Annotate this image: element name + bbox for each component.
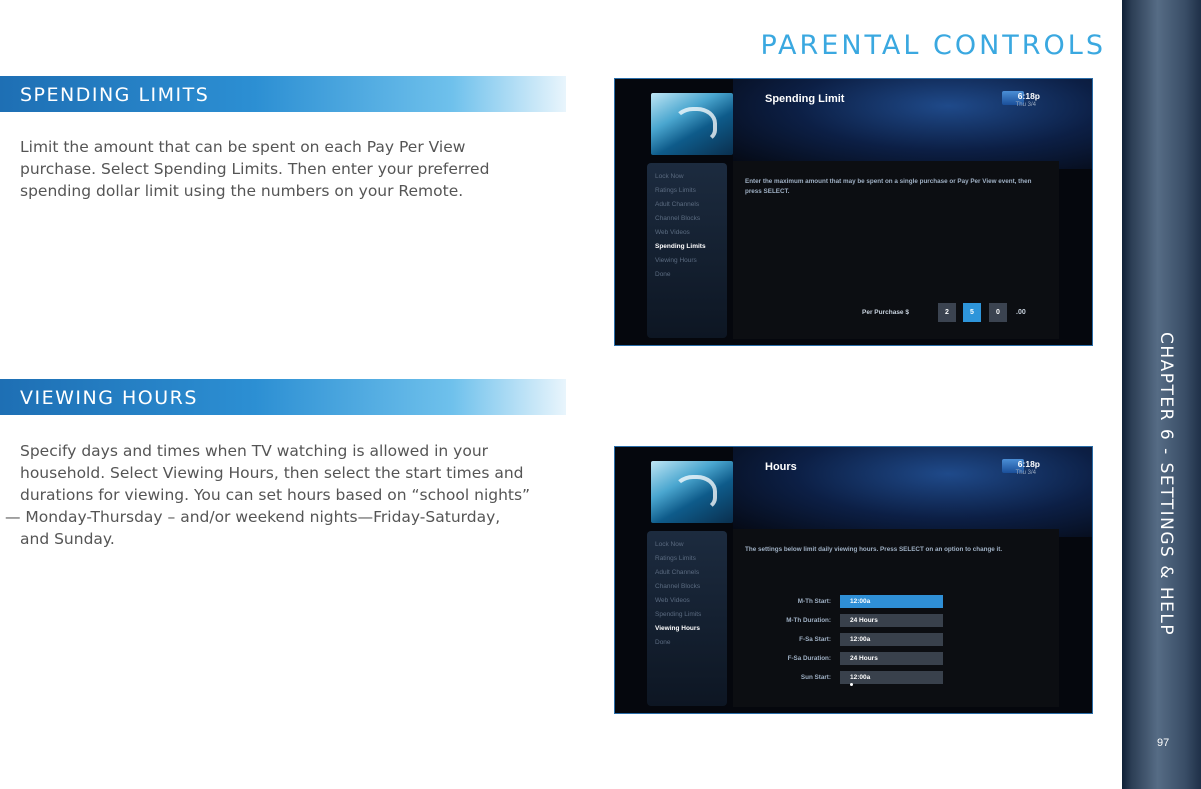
digit-box: 2: [938, 303, 956, 322]
viewing-line-4: — Monday-Thursday – and/or weekend nights—Friday-Saturday,: [5, 508, 501, 526]
screen-clock: 6:18p: [1017, 91, 1040, 101]
menu-item-spending-limits: Spending Limits: [655, 611, 702, 618]
wave-thumbnail: [651, 461, 733, 523]
more-options-indicator: [850, 683, 853, 686]
spending-limit-screenshot: [614, 78, 1093, 346]
screen-instructions: Enter the maximum amount that may be spent on a single purchase or Pay Per View event, then press SELECT.: [745, 178, 1032, 195]
spending-limits-heading: SPENDING LIMITS: [20, 84, 210, 106]
setting-label: Sun Start:: [800, 674, 831, 681]
setting-label: F-Sa Duration:: [787, 655, 831, 662]
viewing-line-3: durations for viewing. You can set hours based on “school nights”: [20, 486, 531, 504]
digit-box: 0: [989, 303, 1007, 322]
setting-value: 12:00a: [840, 633, 943, 646]
menu-item-channel-blocks: Channel Blocks: [655, 583, 701, 590]
menu-item-done: Done: [655, 639, 671, 646]
menu-item-done: Done: [655, 271, 671, 278]
viewing-line-2: household. Select Viewing Hours, then select the start times and: [20, 464, 524, 482]
screen-instructions: The settings below limit daily viewing hours. Press SELECT on an option to change it.: [745, 546, 1003, 553]
menu-item-web-videos: Web Videos: [655, 229, 690, 236]
page-number: 97: [1157, 737, 1170, 749]
screen-date: Thu 3/4: [1015, 470, 1036, 476]
per-purchase-label: Per Purchase $: [862, 309, 909, 316]
setting-label: M-Th Start:: [797, 598, 831, 605]
menu-item-ratings-limits: Ratings Limits: [655, 555, 696, 562]
setting-value-selected: 12:00a: [840, 595, 943, 608]
chapter-label: CHAPTER 6 - SETTINGS & HELP: [1156, 332, 1176, 637]
page-title: PARENTAL CONTROLS: [760, 30, 1106, 61]
menu-item-lock-now: Lock Now: [655, 173, 684, 180]
menu-item-spending-limits: Spending Limits: [655, 243, 706, 250]
menu-item-web-videos: Web Videos: [655, 597, 690, 604]
menu-item-viewing-hours: Viewing Hours: [655, 625, 701, 632]
viewing-hours-text: [5, 440, 560, 550]
menu-item-channel-blocks: Channel Blocks: [655, 215, 701, 222]
cents-label: .00: [1016, 309, 1026, 316]
screen-date: Thu 3/4: [1015, 102, 1036, 108]
menu-item-adult-channels: Adult Channels: [655, 201, 700, 208]
digit-box-selected: 5: [963, 303, 981, 322]
menu-item-adult-channels: Adult Channels: [655, 569, 700, 576]
setting-label: M-Th Duration:: [786, 617, 831, 624]
setting-value: 24 Hours: [840, 614, 943, 627]
screen-clock: 6:18p: [1017, 459, 1040, 469]
setting-value: 24 Hours: [840, 652, 943, 665]
spending-limits-text: [20, 136, 560, 202]
menu-item-viewing-hours: Viewing Hours: [655, 257, 697, 264]
spending-line-1: Limit the amount that can be spent on each Pay Per View: [20, 138, 466, 156]
spending-line-3: spending dollar limit using the numbers on your Remote.: [20, 182, 464, 200]
viewing-line-1: Specify days and times when TV watching is allowed in your: [20, 442, 489, 460]
spending-line-2: purchase. Select Spending Limits. Then enter your preferred: [20, 160, 490, 178]
viewing-line-5: and Sunday.: [20, 530, 115, 548]
wave-thumbnail: [651, 93, 733, 155]
menu-item-ratings-limits: Ratings Limits: [655, 187, 696, 194]
menu-item-lock-now: Lock Now: [655, 541, 684, 548]
screen-title: Spending Limit: [765, 93, 845, 105]
viewing-hours-screenshot: [614, 446, 1093, 714]
spending-limits-header: [0, 76, 566, 112]
setting-value: 12:00a: [840, 671, 943, 684]
viewing-hours-heading: VIEWING HOURS: [20, 387, 198, 409]
screen-title: Hours: [765, 461, 797, 473]
setting-label: F-Sa Start:: [799, 636, 831, 643]
viewing-hours-header: [0, 379, 566, 415]
